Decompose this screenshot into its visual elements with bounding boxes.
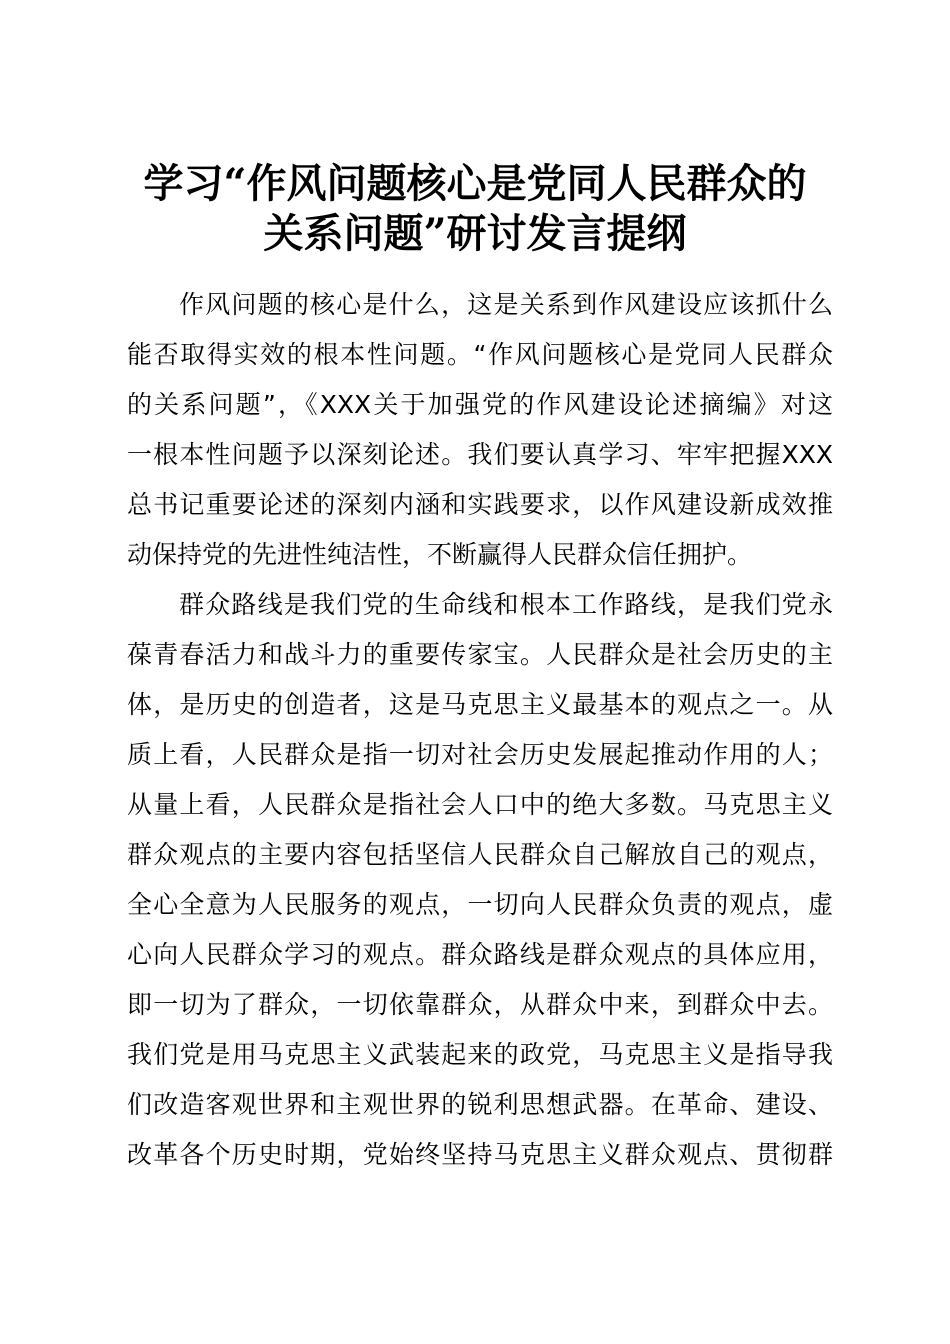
paragraph-line: 动保持党的先进性纯洁性，不断赢得人民群众信任拥护。 [127, 540, 753, 569]
paragraph-line: 一根本性问题予以深刻论述。我们要认真学习、牢牢把握XXX [127, 440, 833, 469]
paragraph-line: 总书记重要论述的深刻内涵和实践要求，以作风建设新成效推 [127, 490, 833, 519]
paragraph-line: 葆青春活力和战斗力的重要传家宝。人民群众是社会历史的主 [127, 640, 833, 669]
paragraph-line: 作风问题的核心是什么，这是关系到作风建设应该抓什么 [179, 290, 833, 319]
document-title-line-2: 关系问题”研讨发言提纲 [263, 210, 687, 257]
paragraph-line: 群众观点的主要内容包括坚信人民群众自己解放自己的观点， [127, 840, 833, 869]
paragraph-line: 心向人民群众学习的观点。群众路线是群众观点的具体应用， [127, 940, 833, 969]
paragraph-line: 改革各个历史时期，党始终坚持马克思主义群众观点、贯彻群 [127, 1140, 833, 1169]
paragraph-line: 全心全意为人民服务的观点，一切向人民群众负责的观点，虚 [127, 890, 833, 919]
paragraph-line: 能否取得实效的根本性问题。“作风问题核心是党同人民群众 [127, 340, 833, 369]
document-title-line-1: 学习“作风问题核心是党同人民群众的 [143, 160, 807, 207]
paragraph-line: 体，是历史的创造者，这是马克思主义最基本的观点之一。从 [127, 690, 833, 719]
paragraph-1 [127, 280, 833, 580]
paragraph-line: 即一切为了群众，一切依靠群众，从群众中来，到群众中去。 [127, 990, 833, 1019]
paragraph-line: 质上看，人民群众是指一切对社会历史发展起推动作用的人； [127, 740, 833, 769]
paragraph-line: 从量上看，人民群众是指社会人口中的绝大多数。马克思主义 [127, 790, 833, 819]
paragraph-2 [127, 580, 833, 1180]
paragraph-line: 我们党是用马克思主义武装起来的政党，马克思主义是指导我 [127, 1040, 833, 1069]
paragraph-line: 群众路线是我们党的生命线和根本工作路线，是我们党永 [179, 590, 833, 619]
paragraph-line: 们改造客观世界和主观世界的锐利思想武器。在革命、建设、 [127, 1090, 833, 1119]
paragraph-line: 的关系问题”，《XXX关于加强党的作风建设论述摘编》对这 [127, 390, 833, 419]
